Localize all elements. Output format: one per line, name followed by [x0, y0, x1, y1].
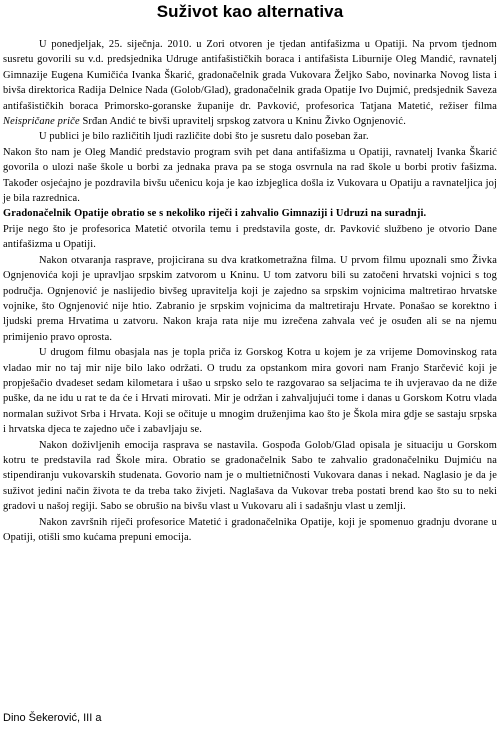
article-body	[3, 37, 497, 545]
author-signature: Dino Šekerović, III a	[3, 712, 102, 724]
paragraph-discussion: Nakon doživljenih emocija rasprava se nastavila. Gospođa Golob/Glad opisala je situaciju u Gorskom kotru te predstavila rad Škole mira. Obratio se gradonačelnik Sabo te zahvalio gradonačelniku Dujmiću na stipendiranju vukovarskih studenata. Govorio nam je o multietničnosti Vukovara danas i nekad. Naglasio je da je suživot jedini način života te da treba tako živjeti. Naglašava da Vukovar treba postati brend kao što su to neki gradovi u našoj regiji. Sabo se obrušio na bivšu vlast u Vukovaru ali i sadašnju vlast u zemlji.	[3, 439, 497, 513]
paragraph-principal: Nakon što nam je Oleg Mandić predstavio program svih pet dana antifašizma u Opatiji, ravnatelj Ivanka Škarić govorila o ulozi naše škole u borbi za jednaka prava pa se stoga osvrnula na rad škole u borbi protiv fašizma. Također osjećajno je pozdravila bivšu učenicu koja je kao izbjeglica došla iz Vukovara u Opatiju a ravnateljica joj je bila razrednica.	[3, 146, 497, 205]
paragraph-text: U ponedjeljak, 25. siječnja. 2010. u Zori otvoren je tjedan antifašizma u Opatiji. Na prvom tjednom susretu govorili su v.d. predsjednika Udruge antifašističkih boraca i antifašista Liburnije Oleg Mandić, ravnatelj Gimnazije Eugena Kumičića Ivanka Škarić, gradonačelnik grada Vukovara Željko Sabo, novinarka Novog lista i bivša direktorica Radija Delnice Nada (Golob/Glad), gradonačelnik grada Opatije Ivo Dujmić, predsjednik Saveza antifašističkih boraca Primorsko-goranske županije dr. Pavković, profesorica Tatjana Matetić, režiser filma	[3, 39, 497, 112]
paragraph-first-film: Nakon otvaranja rasprave, projicirana su dva kratkometražna filma. U prvom filmu upoznali smo Živka Ognjenovića koji je upravljao srpskim zatvorom u Kninu. U tom zatvoru bili su zatočeni hrvatski vojnici s tog područja. Ognjenović je naslijedio bivšeg upravitelja koji je zajedno sa srpskim vojnicima maltretirao hrvatske vojnike, što Ognjenović nije htio. Zabranio je srpskim vojnicima da maltretiraju Hrvate. Ponašao se korektno i ljudski prema Hrvatima u zatvoru. Nakon kraja rata nije mu izrečena zahvala već je osuđen ali se na njemu primijenio pravo oprosta.	[3, 254, 497, 343]
paragraph-text: Srđan Andić te bivši upravitelj srpskog zatvora u Kninu Živko Ognjenović.	[79, 116, 406, 128]
paragraph-closing: Nakon završnih riječi profesorice Matetić i gradonačelnika Opatije, koji je spomenuo gradnju dvorane u Opatiji, otišli smo kućama prepuni emocija.	[3, 516, 497, 543]
film-title: Neispričane priče	[3, 116, 80, 128]
paragraph-audience: U publici je bilo različitih ljudi različite dobi što je susretu dalo poseban žar.	[39, 131, 369, 143]
paragraph-mayor-thanks: Gradonačelnik Opatije obratio se s nekoliko riječi i zahvalio Gimnaziji i Udruzi na suradnji.	[3, 208, 427, 220]
paragraph-second-film: U drugom filmu obasjala nas je topla priča iz Gorskog Kotra u kojem je za vrijeme Domovinskog rata vladao mir no taj mir nije bilo lako održati. O trudu za opstankom mira govori nam Franjo Starčević koji je propješačio dvadeset sedam kilometara i ušao u srpsko selo te razgovarao sa seljacima te ih uvjeravao da ne diže puške, da ne idu u rat te da će i Hrvati mirovati. Mir je održan i zahvaljujući tome i danas u Gorskom Kotru vlada normalan suživot Srba i Hrvata. Koji se očituje u mnogim druženjima kao što je Škola mira gdje se sastaju srpska i hrvatska djeca te zajedno uče i zabavljaju se.	[3, 347, 497, 436]
article-title: Suživot kao alternativa	[156, 2, 344, 21]
paragraph-opening	[3, 37, 497, 129]
paragraph-official-opening: Prije nego što je profesorica Matetić otvorila temu i predstavila goste, dr. Pavković službeno je otvorio Dane antifašizma u Opatiji.	[3, 223, 497, 251]
